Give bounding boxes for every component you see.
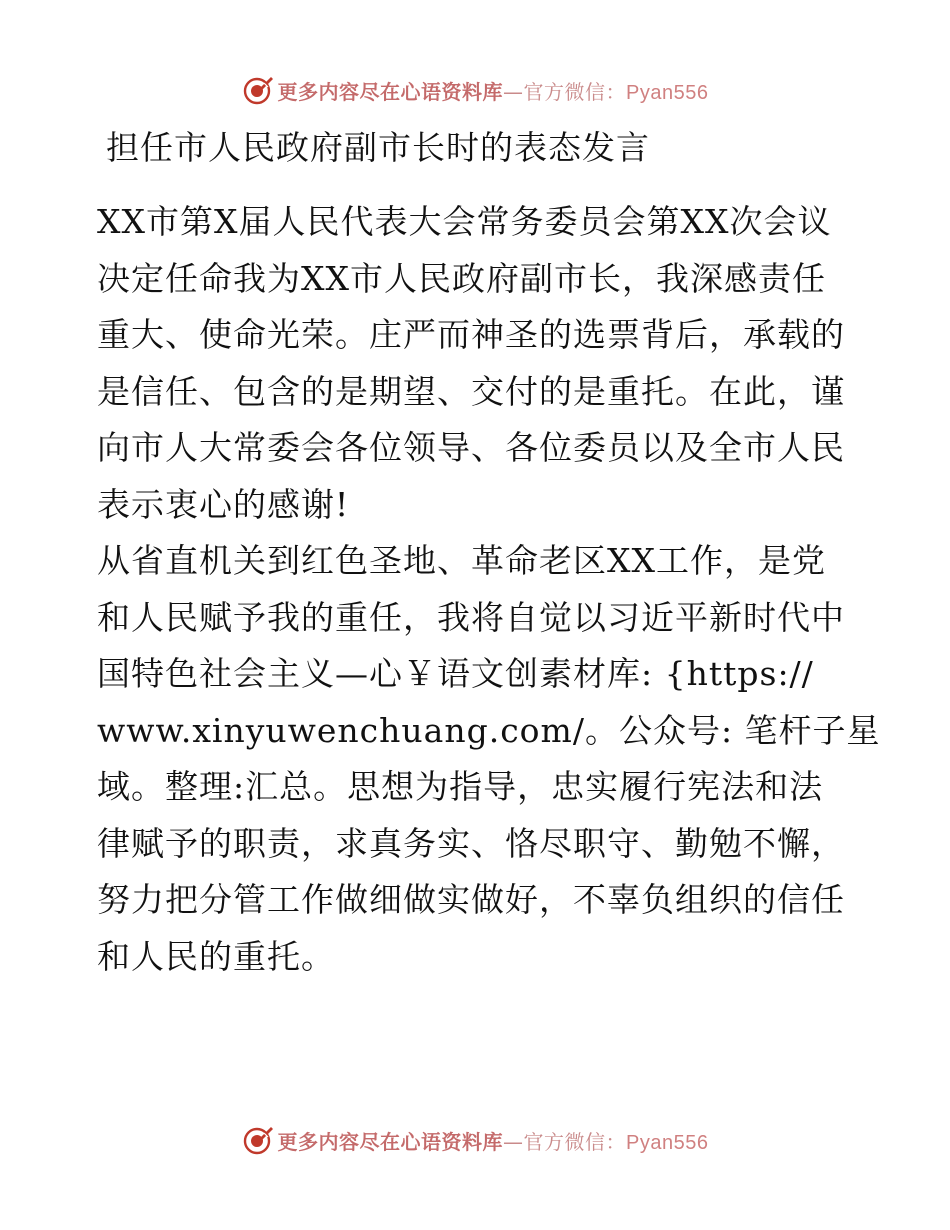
brand-name: 更多内容尽在心语资料库 [277, 79, 504, 104]
text-line: 和人民赋予我的重任，我将自觉以习近平新时代中 [97, 597, 845, 637]
quill-pen-logo-icon [242, 74, 274, 106]
wechat-id: Pyan556 [626, 81, 709, 104]
wechat-label: 官方微信： [523, 1129, 627, 1154]
text-line: 和人民的重托。 [97, 936, 335, 976]
text-line: XX市第X届人民代表大会常务委员会第XX次会议 [97, 202, 832, 241]
banner-text [278, 76, 709, 105]
quill-pen-logo-icon [242, 1124, 274, 1156]
banner-text [278, 1126, 709, 1155]
text-line: 国特色社会主义—心￥语文创素材库: {https:// [97, 654, 814, 693]
header-banner [0, 68, 950, 112]
wechat-id: Pyan556 [626, 1131, 709, 1154]
text-line: www.xinyuwenchuang.com/。公众号: 笔杆子星 [97, 710, 881, 750]
text-line: 律赋予的职责，求真务实、恪尽职守、勤勉不懈， [97, 823, 845, 863]
text-line: 是信任、包含的是期望、交付的是重托。在此，谨 [97, 371, 845, 411]
text-line: 努力把分管工作做细做实做好，不辜负组织的信任 [97, 880, 845, 919]
text-line: 向市人大常委会各位领导、各位委员以及全市人民 [97, 428, 845, 467]
brand-name: 更多内容尽在心语资料库 [277, 1129, 504, 1154]
paragraph-2 [97, 533, 881, 985]
document-title: 担任市人民政府副市长时的表态发言 [106, 128, 650, 167]
wechat-label: 官方微信： [523, 79, 627, 104]
text-line: 表示衷心的感谢! [97, 484, 350, 524]
text-line: 决定任命我为XX市人民政府副市长，我深感责任 [97, 258, 826, 298]
text-line: 重大、使命光荣。庄严而神圣的选票背后，承载的 [97, 315, 845, 354]
banner-separator: — [503, 79, 524, 104]
footer-banner [0, 1118, 950, 1162]
banner-separator: — [503, 1129, 524, 1154]
paragraph-1 [97, 194, 857, 533]
text-line: 从省直机关到红色圣地、革命老区XX工作，是党 [97, 541, 826, 580]
text-line: 域。整理:汇总。思想为指导，忠实履行宪法和法 [97, 767, 824, 806]
